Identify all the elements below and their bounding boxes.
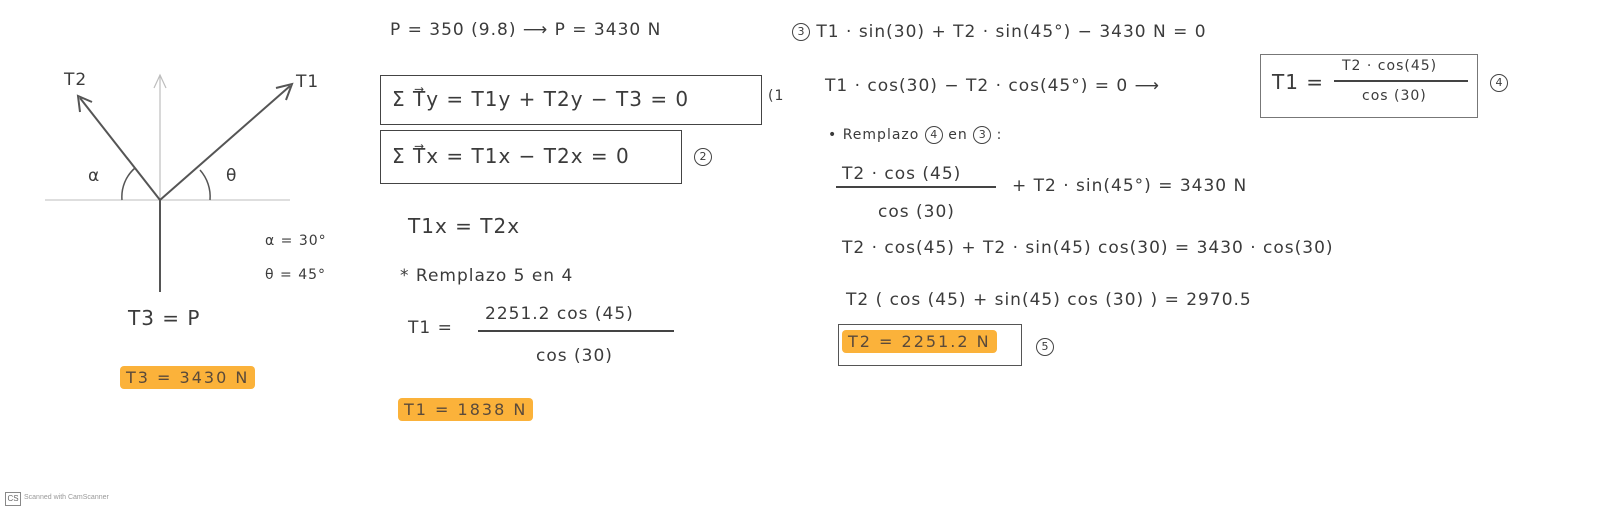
substitution-fraction-line — [836, 186, 996, 188]
t1x-equals-t2x: T1x = T2x — [408, 214, 521, 238]
t1-expression-fraction-line — [1334, 80, 1468, 82]
t1-expression-numerator: T2 · cos(45) — [1342, 58, 1438, 74]
substitution-denominator: cos (30) — [878, 202, 955, 222]
sum-y-equation: Σ T⃗y = T1y + T2y − T3 = 0 — [392, 87, 690, 111]
eq-5-marker: 5 — [1036, 338, 1054, 356]
replace-4-in-3: • Remplazo 4 en 3 : — [828, 127, 1003, 143]
t1-expression-lhs: T1 = — [1272, 70, 1325, 94]
label-t1: T1 — [296, 72, 320, 92]
t1-expression-denominator: cos (30) — [1362, 88, 1427, 104]
eq-3-line: 3 T1 · sin(30) + T2 · sin(45°) − 3430 N = 0 — [792, 22, 1207, 42]
expanded-equation: T2 · cos(45) + T2 · sin(45) cos(30) = 3430 · cos(30) — [842, 238, 1334, 258]
t1-vector — [160, 86, 290, 200]
alpha-value: α = 30° — [265, 233, 327, 249]
theta-arc — [200, 170, 210, 200]
t3-result-highlight: T3 = 3430 N — [120, 366, 255, 389]
t1-numerator: 2251.2 cos (45) — [485, 304, 634, 324]
eq-2-marker: 2 — [694, 148, 712, 166]
camscanner-text: Scanned with CamScanner — [24, 494, 109, 501]
substitution-rest: + T2 · sin(45°) = 3430 N — [1012, 176, 1248, 196]
t2-result-highlight: T2 = 2251.2 N — [842, 330, 997, 353]
weight-equation: P = 350 (9.8) ⟶ P = 3430 N — [390, 20, 662, 40]
factored-equation: T2 ( cos (45) + sin(45) cos (30) ) = 2970.5 — [846, 290, 1252, 310]
alpha-arc — [122, 168, 135, 200]
eq-4-marker: 4 — [1490, 74, 1508, 92]
cos-equation: T1 · cos(30) − T2 · cos(45°) = 0 ⟶ — [825, 76, 1161, 96]
t1-fraction-line — [478, 330, 674, 332]
eq-1-marker: (1 — [768, 88, 785, 104]
label-alpha: α — [88, 166, 101, 186]
t1-result-highlight: T1 = 1838 N — [398, 398, 533, 421]
label-theta: θ — [226, 166, 238, 186]
theta-value: θ = 45° — [265, 267, 327, 283]
t1-denominator: cos (30) — [536, 346, 613, 366]
label-t2: T2 — [64, 70, 88, 90]
camscanner-logo: CS — [5, 492, 21, 506]
t3-equals-p: T3 = P — [128, 306, 201, 330]
substitution-numerator: T2 · cos (45) — [842, 164, 962, 184]
t1-lhs: T1 = — [408, 318, 453, 338]
replace-5-in-4: * Remplazo 5 en 4 — [400, 266, 574, 286]
sum-x-equation: Σ T⃗x = T1x − T2x = 0 — [392, 144, 630, 168]
